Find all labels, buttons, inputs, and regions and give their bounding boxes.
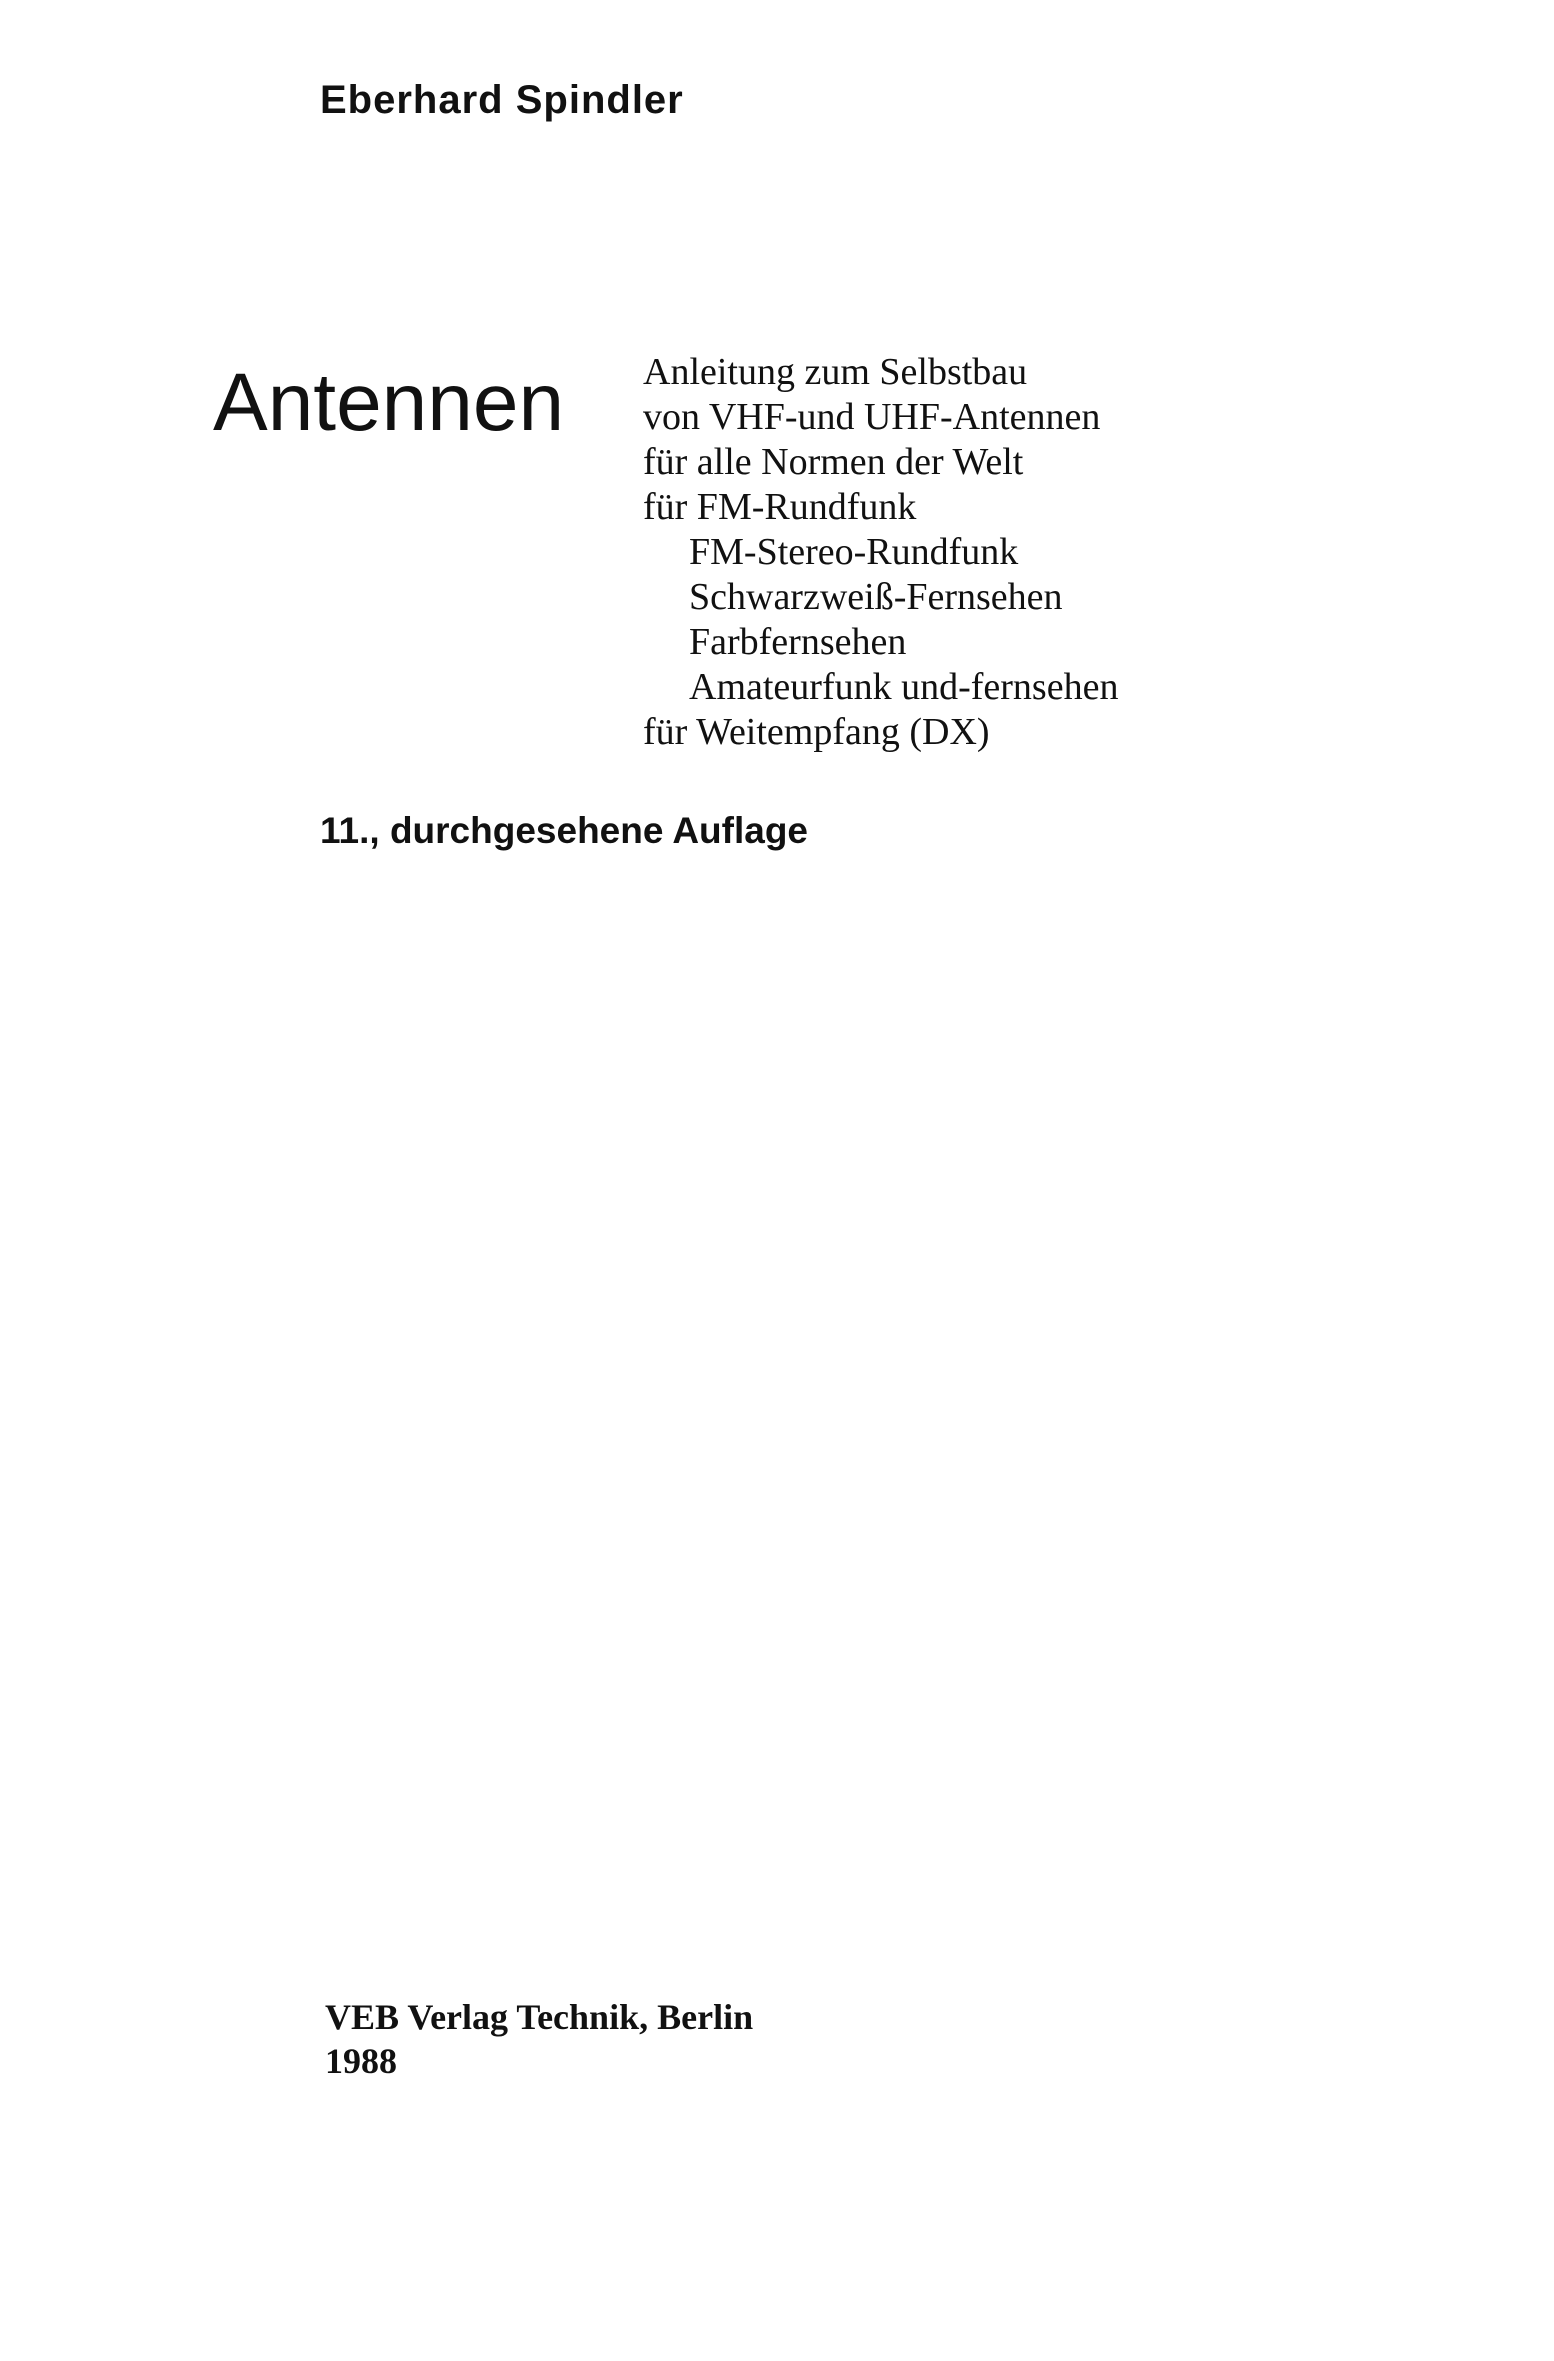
edition-note: 11., durchgesehene Auflage [320, 810, 809, 851]
subtitle-line: Amateurfunk und-fernsehen [689, 666, 1119, 708]
author-name: Eberhard Spindler [320, 78, 684, 122]
subtitle-line: für FM-Rundfunk [643, 486, 917, 528]
publisher-name: VEB Verlag Technik, Berlin [325, 1997, 754, 2037]
subtitle-line: Farbfernsehen [689, 621, 907, 663]
subtitle-line: für Weitempfang (DX) [643, 711, 990, 753]
subtitle-line: Anleitung zum Selbstbau [643, 351, 1028, 393]
subtitle-line: Schwarzweiß-Fernsehen [689, 576, 1063, 618]
book-title: Antennen [213, 357, 565, 448]
publication-year: 1988 [325, 2041, 397, 2081]
subtitle-line: von VHF-und UHF-Antennen [643, 396, 1101, 438]
subtitle-line: FM-Stereo-Rundfunk [689, 531, 1019, 573]
subtitle-block [643, 350, 1118, 755]
subtitle-line: für alle Normen der Welt [643, 441, 1024, 483]
publisher-block [325, 1995, 753, 2083]
